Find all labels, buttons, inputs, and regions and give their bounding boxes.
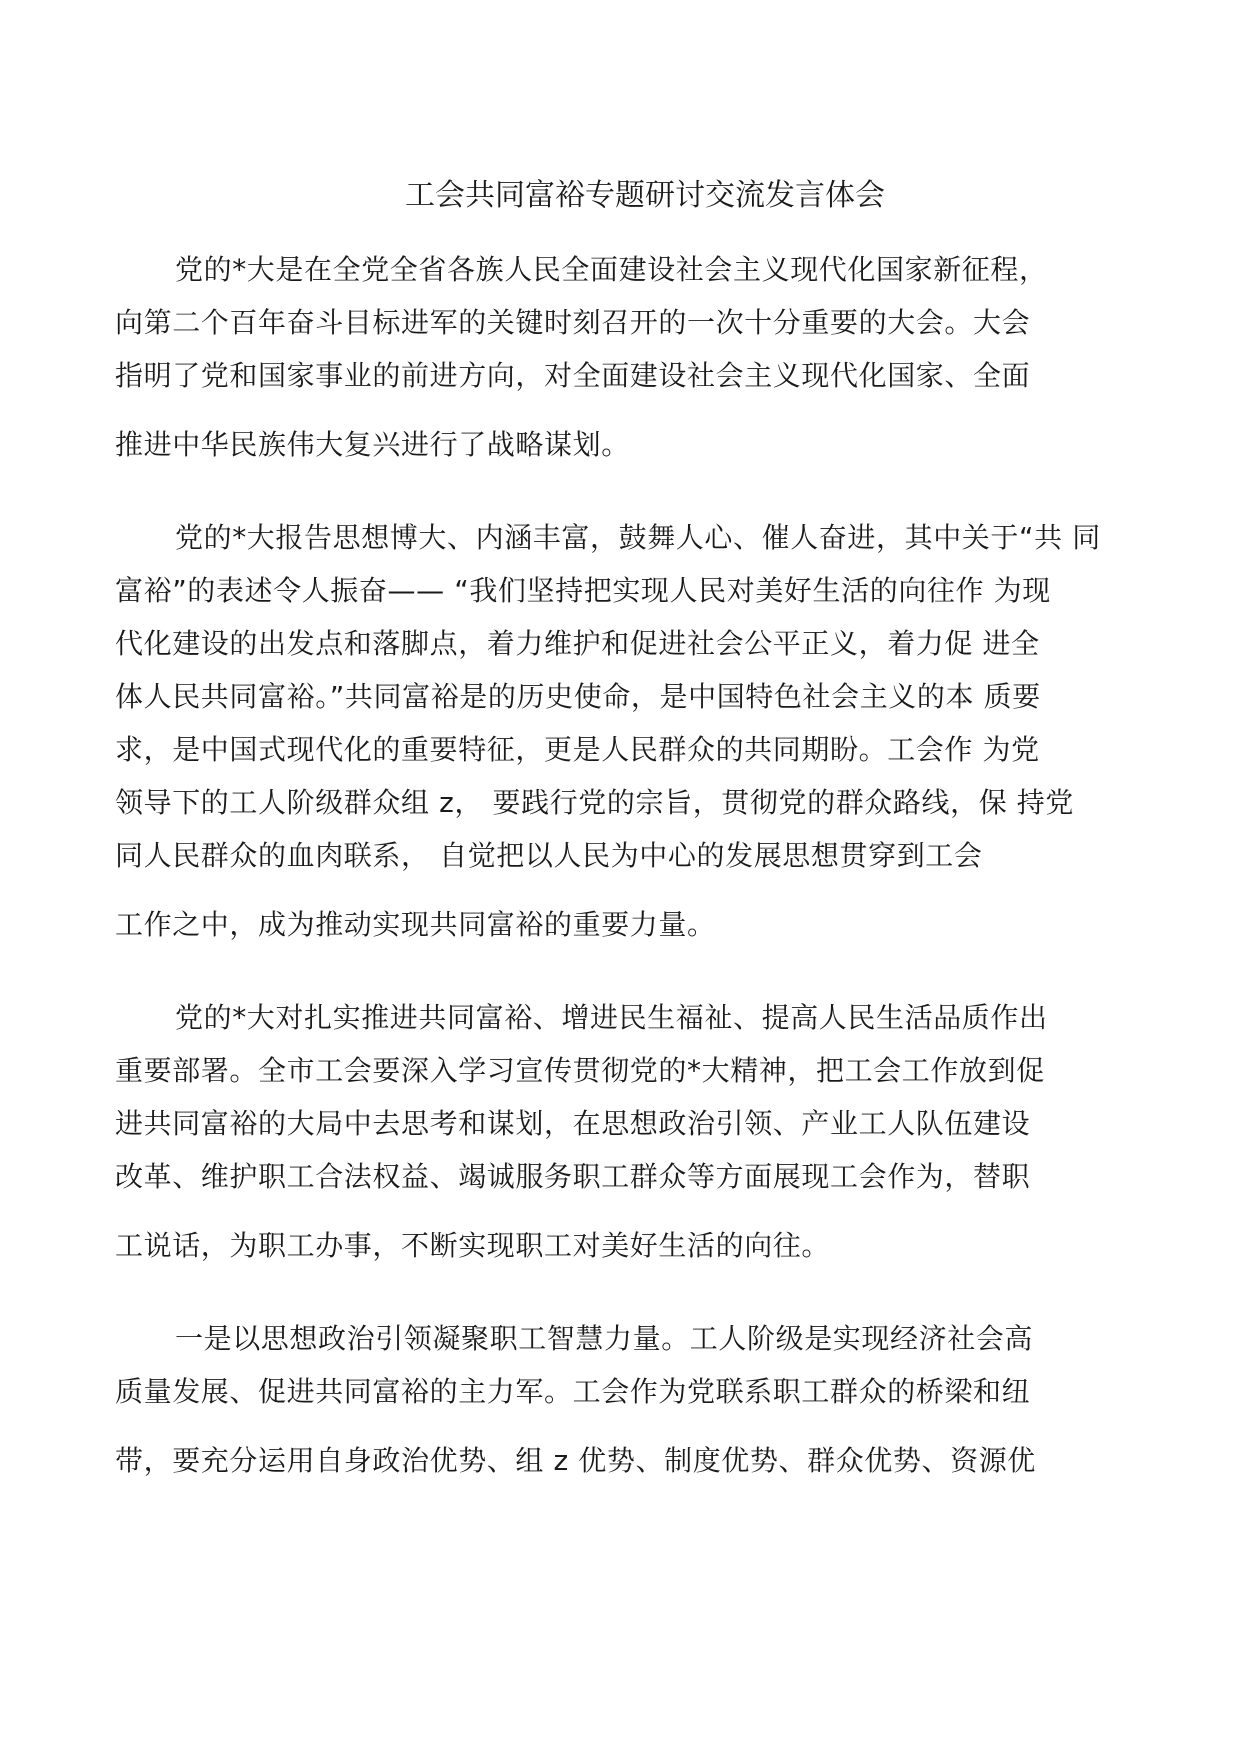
paragraph-4-line-1: 一是以思想政治引领凝聚职工智慧力量。工人阶级是实现经济社会高 bbox=[175, 1322, 1034, 1355]
paragraph-2-line-7: 同人民群众的血肉联系， 自觉把以人民为中心的发展思想贯穿到工会 bbox=[115, 839, 983, 872]
paragraph-1-line-4: 推进中华民族伟大复兴进行了战略谋划。 bbox=[115, 428, 630, 461]
paragraph-1-line-1: 党的*大是在全党全省各族人民全面建设社会主义现代化国家新征程， bbox=[175, 253, 1048, 286]
paragraph-1-line-3: 指明了党和国家事业的前进方向，对全面建设社会主义现代化国家、全面 bbox=[115, 359, 1031, 392]
paragraph-3-line-5: 工说话，为职工办事，不断实现职工对美好生活的向往。 bbox=[115, 1229, 831, 1262]
paragraph-2-line-5: 求，是中国式现代化的重要特征，更是人民群众的共同期盼。工会作 为党 bbox=[115, 733, 1040, 766]
paragraph-1-line-2: 向第二个百年奋斗目标进军的关键时刻召开的一次十分重要的大会。大会 bbox=[115, 306, 1031, 339]
paragraph-2-line-2: 富裕”的表述令人振奋—— “我们坚持把实现人民对美好生活的向往作 为现 bbox=[115, 574, 1051, 607]
paragraph-3-line-2: 重要部署。全市工会要深入学习宣传贯彻党的*大精神，把工会工作放到促 bbox=[115, 1054, 1045, 1087]
paragraph-3-line-3: 进共同富裕的大局中去思考和谋划，在思想政治引领、产业工人队伍建设 bbox=[115, 1107, 1031, 1140]
page-title: 工会共同富裕专题研讨交流发言体会 bbox=[405, 178, 885, 213]
paragraph-4-line-3: 带，要充分运用自身政治优势、组 z 优势、制度优势、群众优势、资源优 bbox=[115, 1444, 1036, 1477]
paragraph-3-line-4: 改革、维护职工合法权益、竭诚服务职工群众等方面展现工会作为，替职 bbox=[115, 1160, 1031, 1193]
paragraph-2-line-4: 体人民共同富裕。”共同富裕是的历史使命，是中国特色社会主义的本 质要 bbox=[115, 680, 1041, 713]
paragraph-3-line-1: 党的*大对扎实推进共同富裕、增进民生福祉、提高人民生活品质作出 bbox=[175, 1001, 1048, 1034]
paragraph-2-line-1: 党的*大报告思想博大、内涵丰富，鼓舞人心、催人奋进，其中关于“共 同 bbox=[175, 521, 1101, 554]
paragraph-2-line-8: 工作之中，成为推动实现共同富裕的重要力量。 bbox=[115, 908, 716, 941]
paragraph-2-line-6: 领导下的工人阶级群众组 z， 要践行党的宗旨，贯彻党的群众路线，保 持党 bbox=[115, 786, 1075, 819]
paragraph-4-line-2: 质量发展、促进共同富裕的主力军。工会作为党联系职工群众的桥梁和纽 bbox=[115, 1375, 1031, 1408]
paragraph-2-line-3: 代化建设的出发点和落脚点，着力维护和促进社会公平正义，着力促 进全 bbox=[115, 627, 1040, 660]
